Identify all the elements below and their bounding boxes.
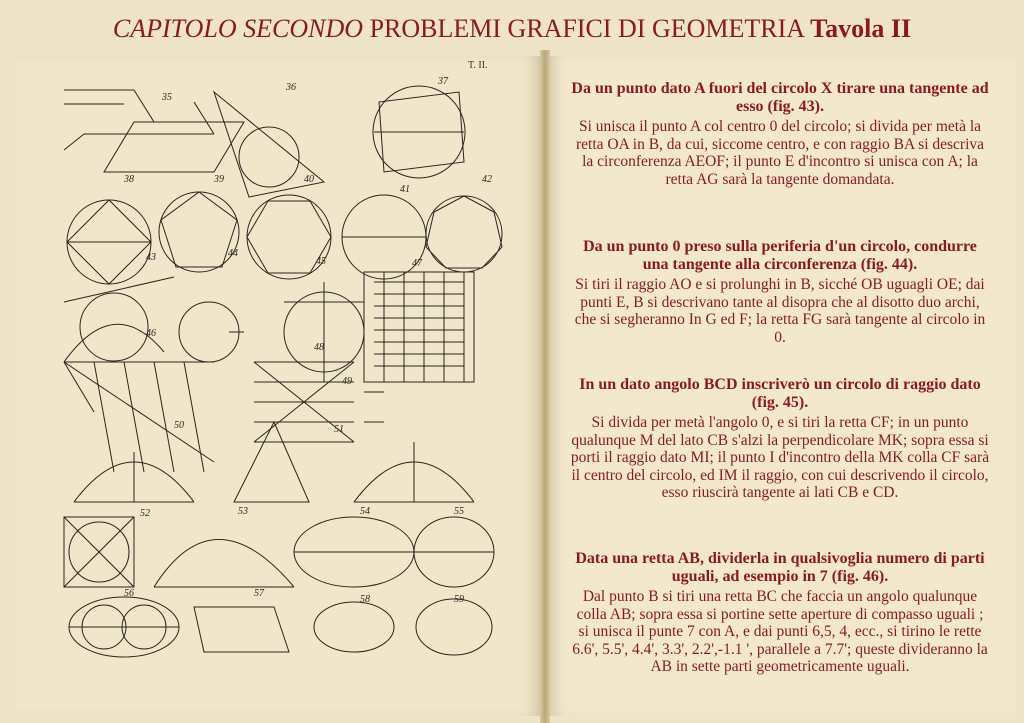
section-body: Si divida per metà l'angolo 0, e si tiri la retta CF; in un punto qualunque M del lato CB s'alzi la perpendicolare MK; sopra essa si porti il raggio dato MI; il punto I d'incontro della MK colla CF sarà il centro del circolo, ed IM il raggio, con cui descrivendo il circolo, esso riuscirà tangente ai lati CB e CD. <box>570 414 990 501</box>
figure-label: 42 <box>482 174 492 185</box>
figure-label: 59 <box>454 594 464 605</box>
section-divide-line <box>570 550 990 676</box>
plate-label: T. II. <box>468 60 488 71</box>
figure-label: 52 <box>140 508 150 519</box>
figure-label: 49 <box>342 376 352 387</box>
figure-label: 57 <box>254 588 264 599</box>
section-body: Si unisca il punto A col centro 0 del circolo; si divida per metà la retta OA in B, da cui, siccome centro, e con raggio BA si descriva la circonferenza AEOF; il punto E d'incontro si unisca con A; la retta AG sarà la tangente domandata. <box>575 118 985 188</box>
section-tangent-on-circle <box>570 238 990 346</box>
figure-label: 38 <box>124 174 134 185</box>
figure-label: 58 <box>360 594 370 605</box>
figure-label: 44 <box>228 248 238 259</box>
figure-label: 50 <box>174 420 184 431</box>
section-heading: Data una retta AB, dividerla in qualsivoglia numero di parti uguali, ad esempio in 7 (fig. 46). <box>575 550 985 585</box>
section-body: Dal punto B si tiri una retta BC che faccia un angolo qualunque colla AB; sopra essa si portine sette aperture di compasso uguali ; si unisca il punte 7 con A, e dai punti 6,5, 4, ecc., si tirino le rette 6.6', 5.5', 4.4', 3.3', 2.2',-1.1 ', parallele a 7.7'; queste divideranno la AB in sette parti geometricamente uguali. <box>572 588 988 675</box>
section-tangent-external-point <box>570 80 990 188</box>
title-plate: Tavola II <box>810 14 912 43</box>
figure-labels <box>54 62 510 658</box>
figure-label: 51 <box>334 424 344 435</box>
section-heading: In un dato angolo BCD inscriverò un circolo di raggio dato (fig. 45). <box>579 376 981 411</box>
figure-label: 41 <box>400 184 410 195</box>
book-gutter <box>540 50 550 723</box>
figure-label: 45 <box>316 256 326 267</box>
figure-label: 46 <box>146 328 156 339</box>
page-title <box>0 14 1024 44</box>
figure-label: 56 <box>124 588 134 599</box>
figure-label: 53 <box>238 506 248 517</box>
section-heading: Da un punto dato A fuori del circolo X tirare una tangente ad esso (fig. 43). <box>571 80 989 115</box>
figure-label: 43 <box>146 252 156 263</box>
section-inscribed-circle <box>570 376 990 502</box>
figure-label: 37 <box>438 76 448 87</box>
figure-label: 39 <box>214 174 224 185</box>
figure-label: 48 <box>314 342 324 353</box>
section-heading: Da un punto 0 preso sulla periferia d'un circolo, condurre una tangente alla circonferenza (fig. 44). <box>583 238 977 273</box>
title-subject: PROBLEMI GRAFICI DI GEOMETRIA <box>369 14 804 43</box>
figure-label: 54 <box>360 506 370 517</box>
section-body: Si tiri il raggio AO e si prolunghi in B, sicché OB uguagli OE; dai punti E, B si descrivano tante al disopra che al disotto duo archi, che si segheranno In G ed F; la retta FG sarà tangente al circolo in 0. <box>574 276 986 346</box>
title-chapter: CAPITOLO SECONDO <box>112 14 364 43</box>
figure-label: 47 <box>412 258 422 269</box>
figure-label: 36 <box>286 82 296 93</box>
figure-label: 55 <box>454 506 464 517</box>
figure-label: 40 <box>304 174 314 185</box>
figure-label: 35 <box>162 92 172 103</box>
